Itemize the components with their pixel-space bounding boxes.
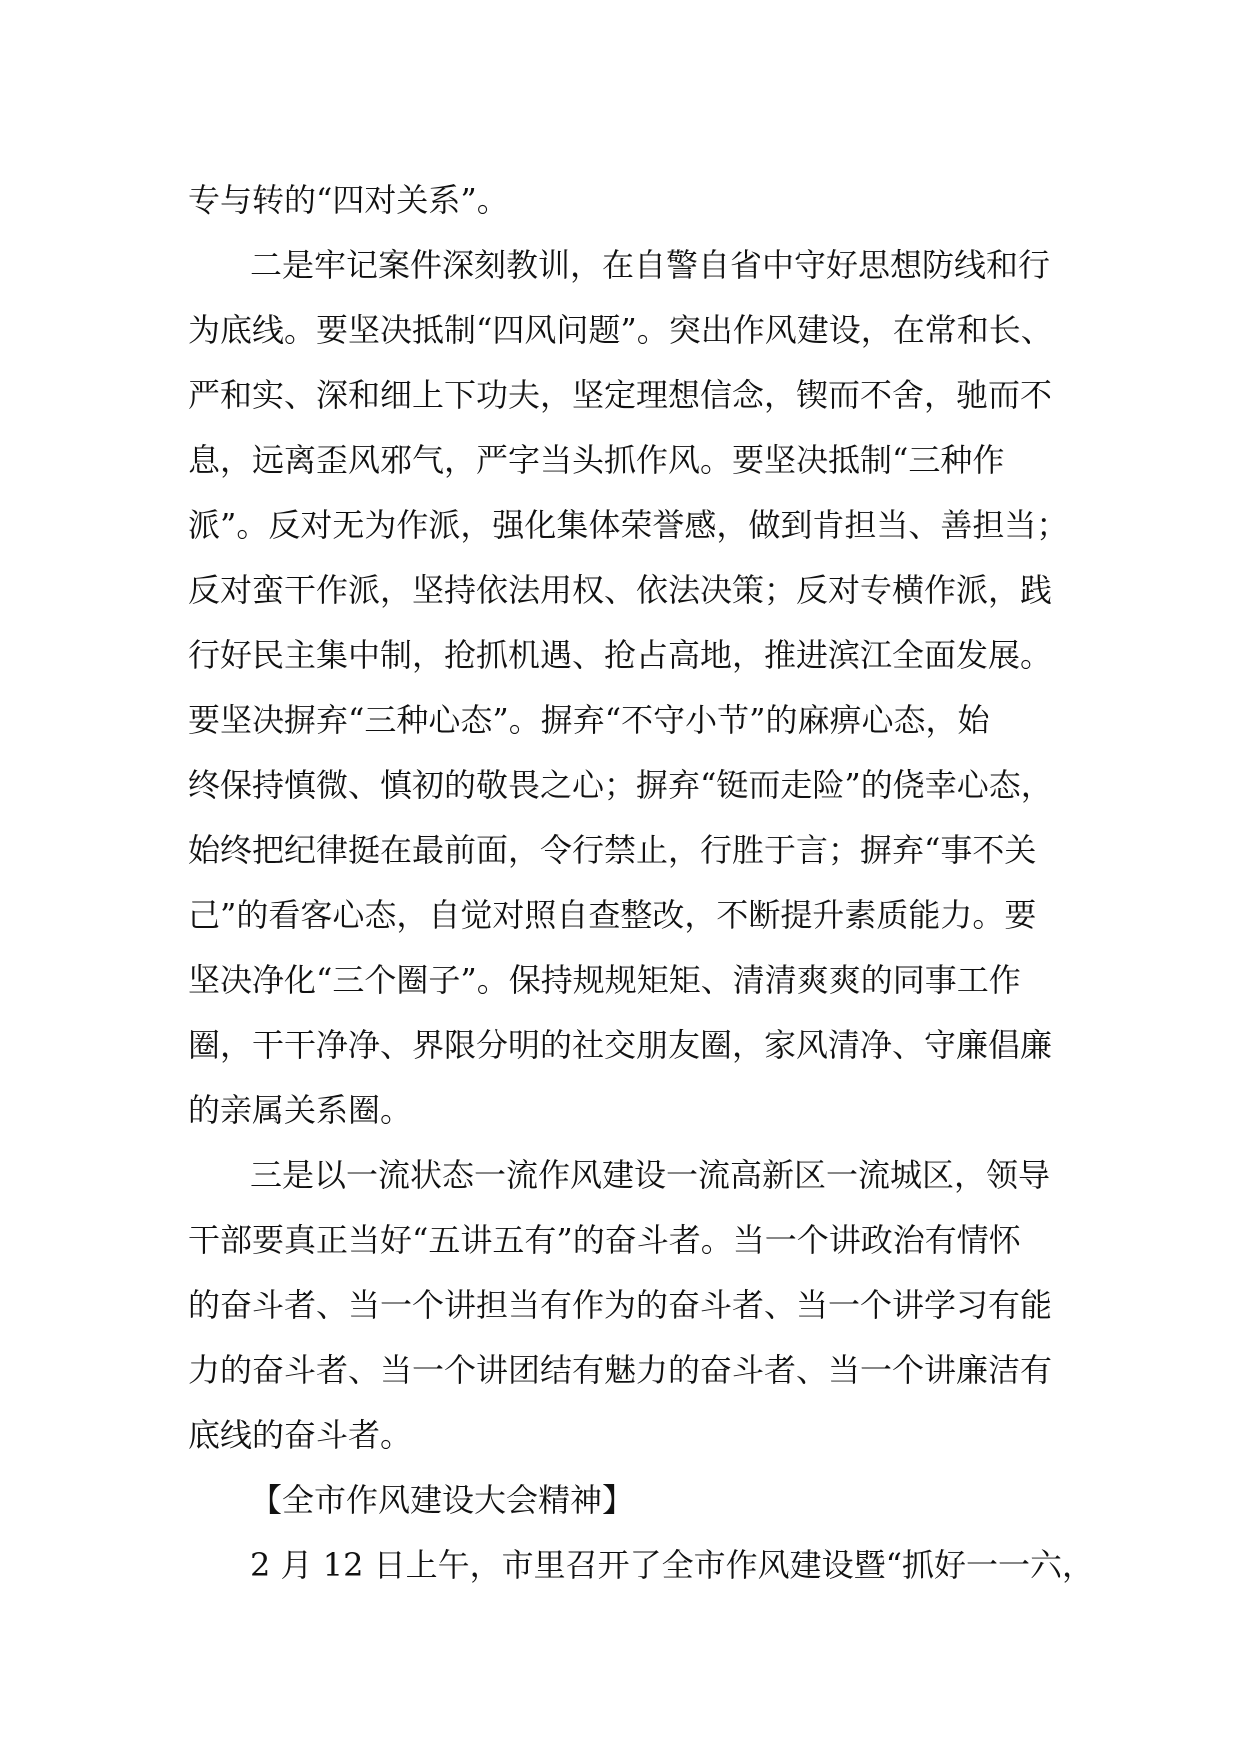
text-line: 始终把纪律挺在最前面，令行禁止，行胜于言；摒弃“事不关 [188, 831, 1037, 869]
text-line: 反对蛮干作派，坚持依法用权、依法决策；反对专横作派，践 [188, 571, 1053, 609]
text-line: 己”的看客心态，自觉对照自查整改，不断提升素质能力。要 [188, 896, 1037, 934]
text-line: 干部要真正当好“五讲五有”的奋斗者。当一个讲政治有情怀 [188, 1221, 1021, 1259]
text-line: 派”。反对无为作派，强化集体荣誉感，做到肯担当、善担当； [188, 506, 1069, 544]
text-line: 三是以一流状态一流作风建设一流高新区一流城区，领导 [250, 1156, 1051, 1194]
text-line: 【全市作风建设大会精神】 [250, 1481, 635, 1519]
text-line: 行好民主集中制，抢抓机遇、抢占高地，推进滨江全面发展。 [188, 636, 1053, 674]
text-line: 息，远离歪风邪气，严字当头抓作风。要坚决抵制“三种作 [188, 441, 1005, 479]
text-line: 的奋斗者、当一个讲担当有作为的奋斗者、当一个讲学习有能 [188, 1286, 1053, 1324]
text-line: 力的奋斗者、当一个讲团结有魅力的奋斗者、当一个讲廉洁有 [188, 1351, 1053, 1389]
text-line: 要坚决摒弃“三种心态”。摒弃“不守小节”的麻痹心态，始 [188, 701, 990, 739]
text-line: 二是牢记案件深刻教训，在自警自省中守好思想防线和行 [250, 246, 1051, 284]
text-line: 终保持慎微、慎初的敬畏之心；摒弃“铤而走险”的侥幸心态， [188, 766, 1053, 804]
text-line: 圈，干干净净、界限分明的社交朋友圈，家风清净、守廉倡廉 [188, 1026, 1053, 1064]
text-line: 底线的奋斗者。 [188, 1416, 413, 1454]
text-line: 的亲属关系圈。 [188, 1091, 413, 1129]
text-line: 2 月 12 日上午，市里召开了全市作风建设暨“抓好一一六， [250, 1546, 1094, 1584]
text-line: 严和实、深和细上下功夫，坚定理想信念，锲而不舍，驰而不 [188, 376, 1053, 414]
body-text [188, 168, 1094, 1598]
text-line: 为底线。要坚决抵制“四风问题”。突出作风建设，在常和长、 [188, 311, 1053, 349]
text-line: 专与转的“四对关系”。 [188, 181, 509, 219]
text-line: 坚决净化“三个圈子”。保持规规矩矩、清清爽爽的同事工作 [188, 961, 1021, 999]
